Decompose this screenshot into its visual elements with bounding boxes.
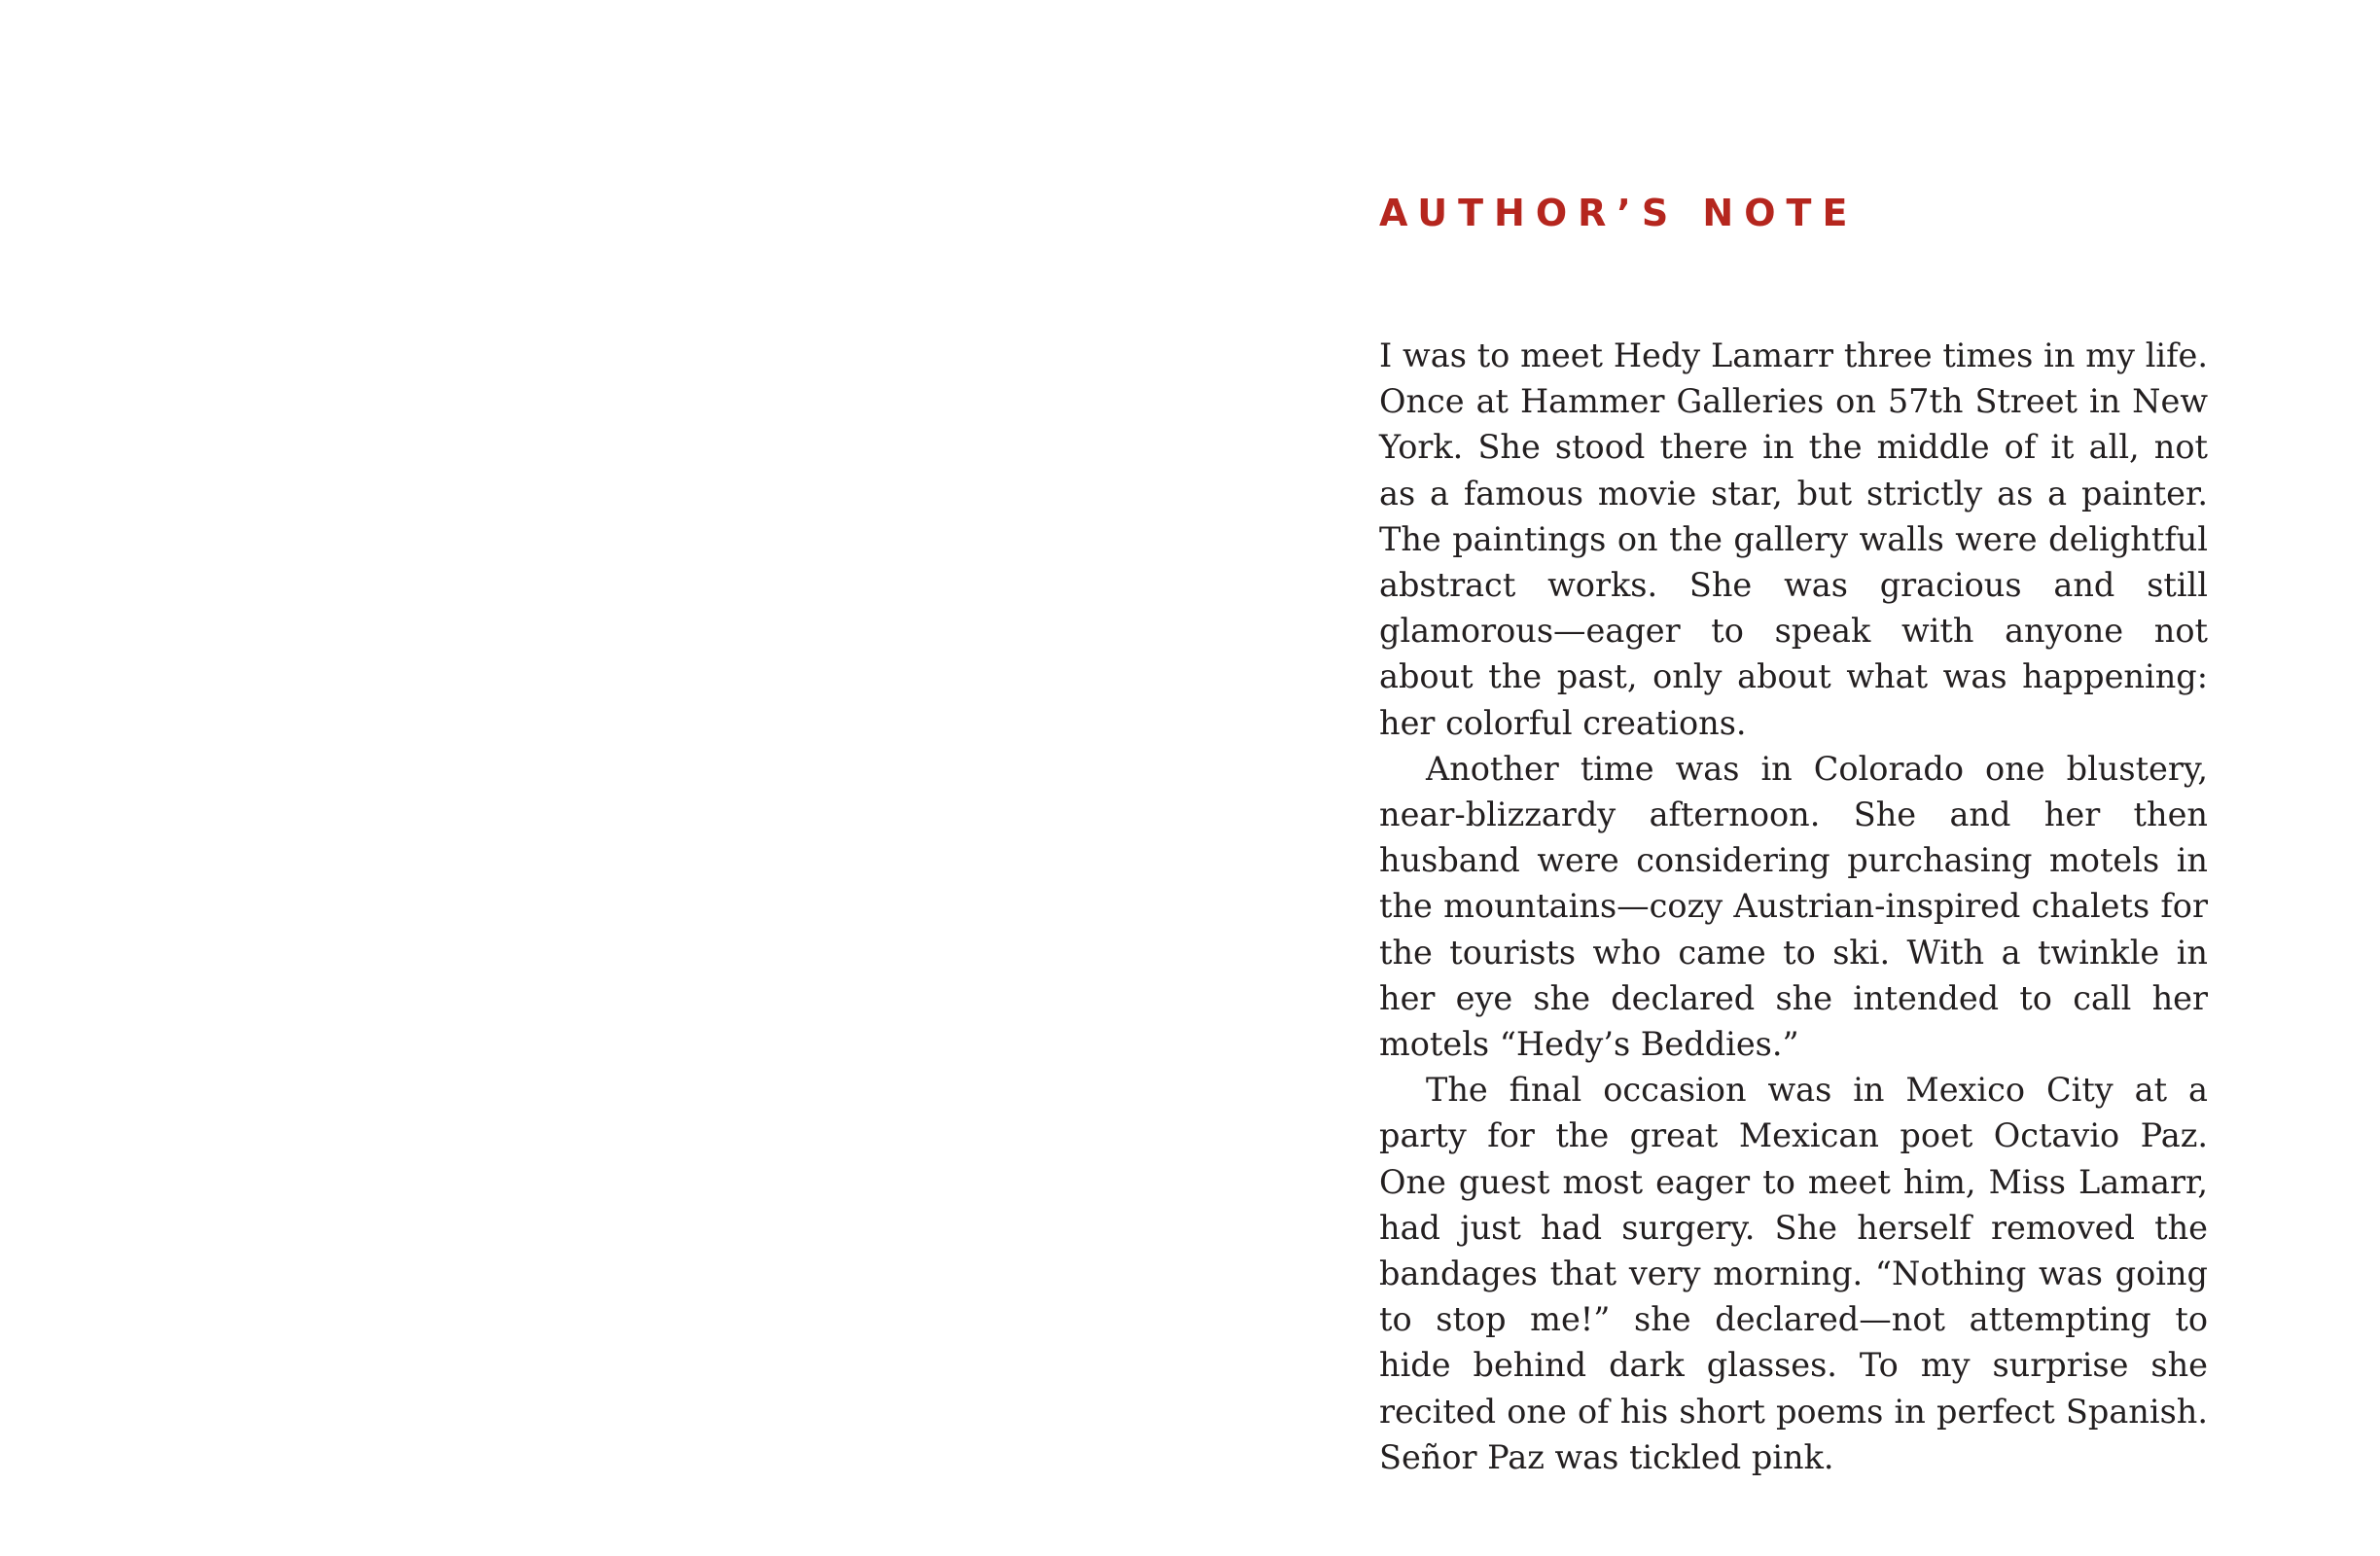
- paragraph-2: Another time was in Colorado one blustery, near-blizzardy afternoon. She and her then husband were considering purchasing motels in the mountains—cozy Austrian-inspired chalets for the tourists who came to ski. With a twinkle in her eye she declared she intended to call her motels “Hedy’s Beddies.”: [1379, 749, 2208, 1064]
- right-page: [1190, 0, 2380, 1556]
- paragraph-1: I was to meet Hedy Lamarr three times in my life. Once at Hammer Galleries on 57th Street in New York. She stood there in the middle of it all, not as a famous movie star, but strictly as a painter. The paintings on the gallery walls were delightful abstract works. She was gracious and still glamorous—eager to speak with anyone not about the past, only about what was happening: her colorful creations.: [1379, 336, 2208, 742]
- paragraph-3: The final occasion was in Mexico City at a party for the great Mexican poet Octavio Paz. One guest most eager to meet him, Miss Lamarr, had just had surgery. She herself removed the bandages that very morning. “Nothing was going to stop me!” she declared—not attempting to hide behind dark glasses. To my surprise she recited one of his short poems in perfect Spanish. Señor Paz was tickled pink.: [1379, 1071, 2208, 1476]
- body-text: [1379, 333, 2208, 1480]
- page-heading: AUTHOR’S NOTE: [1379, 192, 1859, 234]
